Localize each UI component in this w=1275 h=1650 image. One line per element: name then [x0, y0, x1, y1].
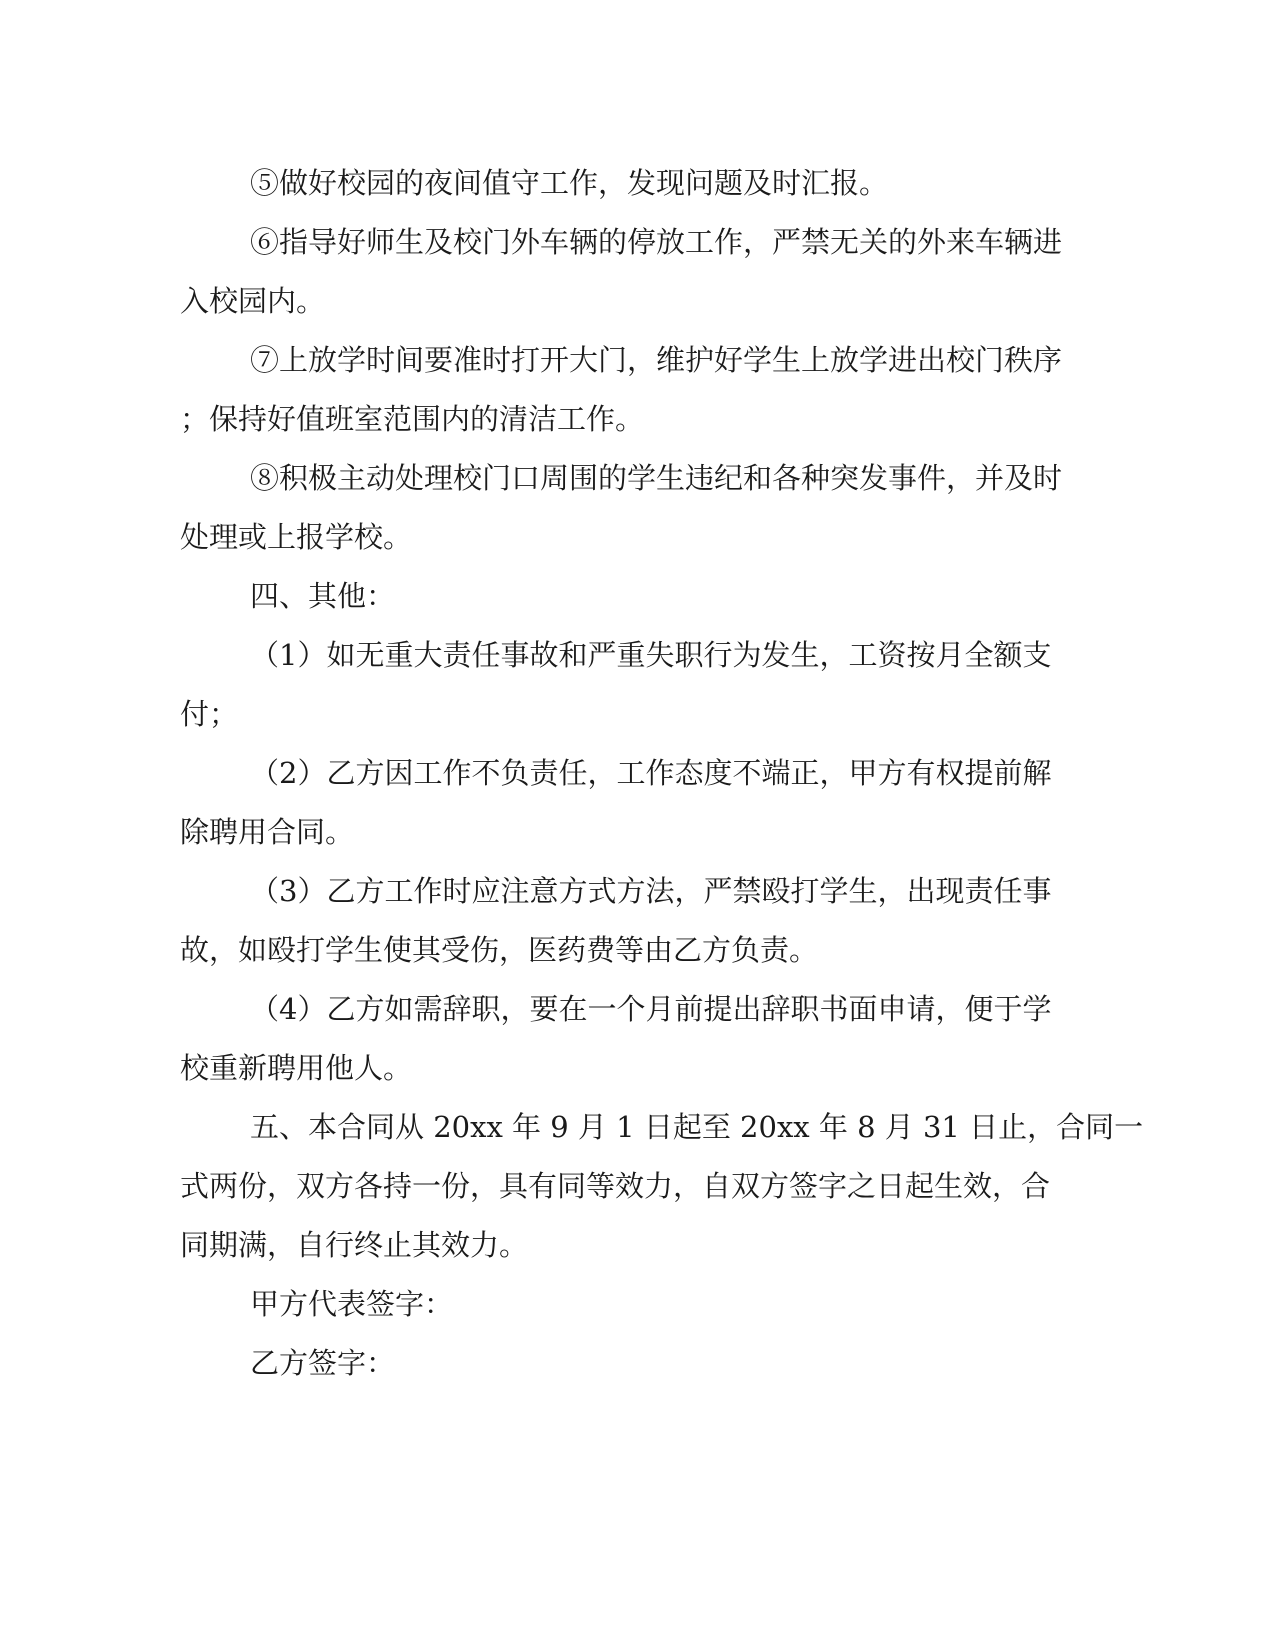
paragraph-line: ⑧积极主动处理校门口周围的学生违纪和各种突发事件，并及时	[250, 461, 1063, 495]
paragraph-line: 除聘用合同。	[180, 815, 355, 849]
paragraph-line: ⑦上放学时间要准时打开大门，维护好学生上放学进出校门秩序	[250, 343, 1063, 377]
paragraph-line: 入校园内。	[180, 284, 326, 318]
paragraph-line: 处理或上报学校。	[180, 520, 413, 554]
paragraph-line: 同期满，自行终止其效力。	[180, 1228, 529, 1262]
paragraph-line: 式两份，双方各持一份，具有同等效力，自双方签字之日起生效，合	[180, 1169, 1051, 1203]
paragraph-line: （2）乙方因工作不负责任，工作态度不端正，甲方有权提前解	[250, 756, 1052, 790]
paragraph-line: 故，如殴打学生使其受伤，医药费等由乙方负责。	[180, 933, 819, 967]
paragraph-line: （1）如无重大责任事故和严重失职行为发生，工资按月全额支	[250, 638, 1052, 672]
paragraph-line: （3）乙方工作时应注意方式方法，严禁殴打学生，出现责任事	[250, 874, 1052, 908]
paragraph-line: ⑤做好校园的夜间值守工作，发现问题及时汇报。	[250, 166, 889, 200]
paragraph-line: 付；	[180, 697, 239, 731]
section-heading: 四、其他：	[250, 579, 396, 613]
paragraph-line: ⑥指导好师生及校门外车辆的停放工作，严禁无关的外来车辆进	[250, 225, 1063, 259]
paragraph-line: 校重新聘用他人。	[180, 1051, 413, 1085]
paragraph-line: （4）乙方如需辞职，要在一个月前提出辞职书面申请，便于学	[250, 992, 1052, 1026]
paragraph-line: 五、本合同从 20xx 年 9 月 1 日起至 20xx 年 8 月 31 日止，合同一	[250, 1110, 1144, 1144]
paragraph-line: ；保持好值班室范围内的清洁工作。	[180, 402, 645, 436]
signature-party-a-label: 甲方代表签字：	[250, 1287, 454, 1321]
signature-party-b-label: 乙方签字：	[250, 1346, 396, 1380]
